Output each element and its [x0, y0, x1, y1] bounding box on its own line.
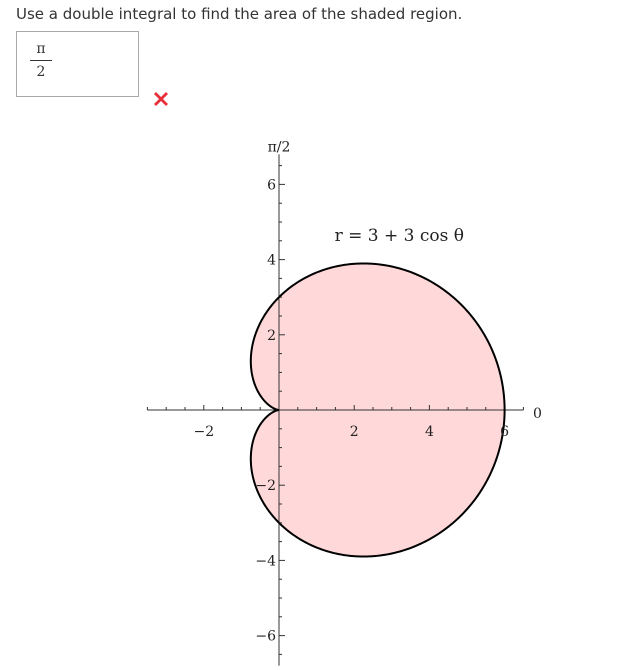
question-text: Use a double integral to find the area of the shaded region. [16, 5, 463, 23]
equation-label: r = 3 + 3 cos θ [334, 225, 465, 246]
x-tick-label: 2 [349, 424, 359, 440]
answer-numerator: π [36, 41, 46, 57]
x-tick-label: −2 [193, 424, 215, 440]
y-tick-label: −6 [255, 628, 276, 645]
y-tick-label: −2 [255, 478, 276, 495]
y-tick-label: −4 [255, 553, 276, 570]
y-tick-label: 4 [267, 252, 276, 269]
x-tick-label: 4 [424, 424, 434, 440]
top-axis-label: π/2 [267, 139, 291, 156]
y-tick-label: 6 [267, 177, 276, 194]
x-tick-label: 6 [500, 424, 510, 440]
right-axis-label: 0 [532, 406, 542, 422]
answer-denominator: 2 [36, 64, 46, 80]
y-tick-label: 2 [267, 327, 276, 344]
